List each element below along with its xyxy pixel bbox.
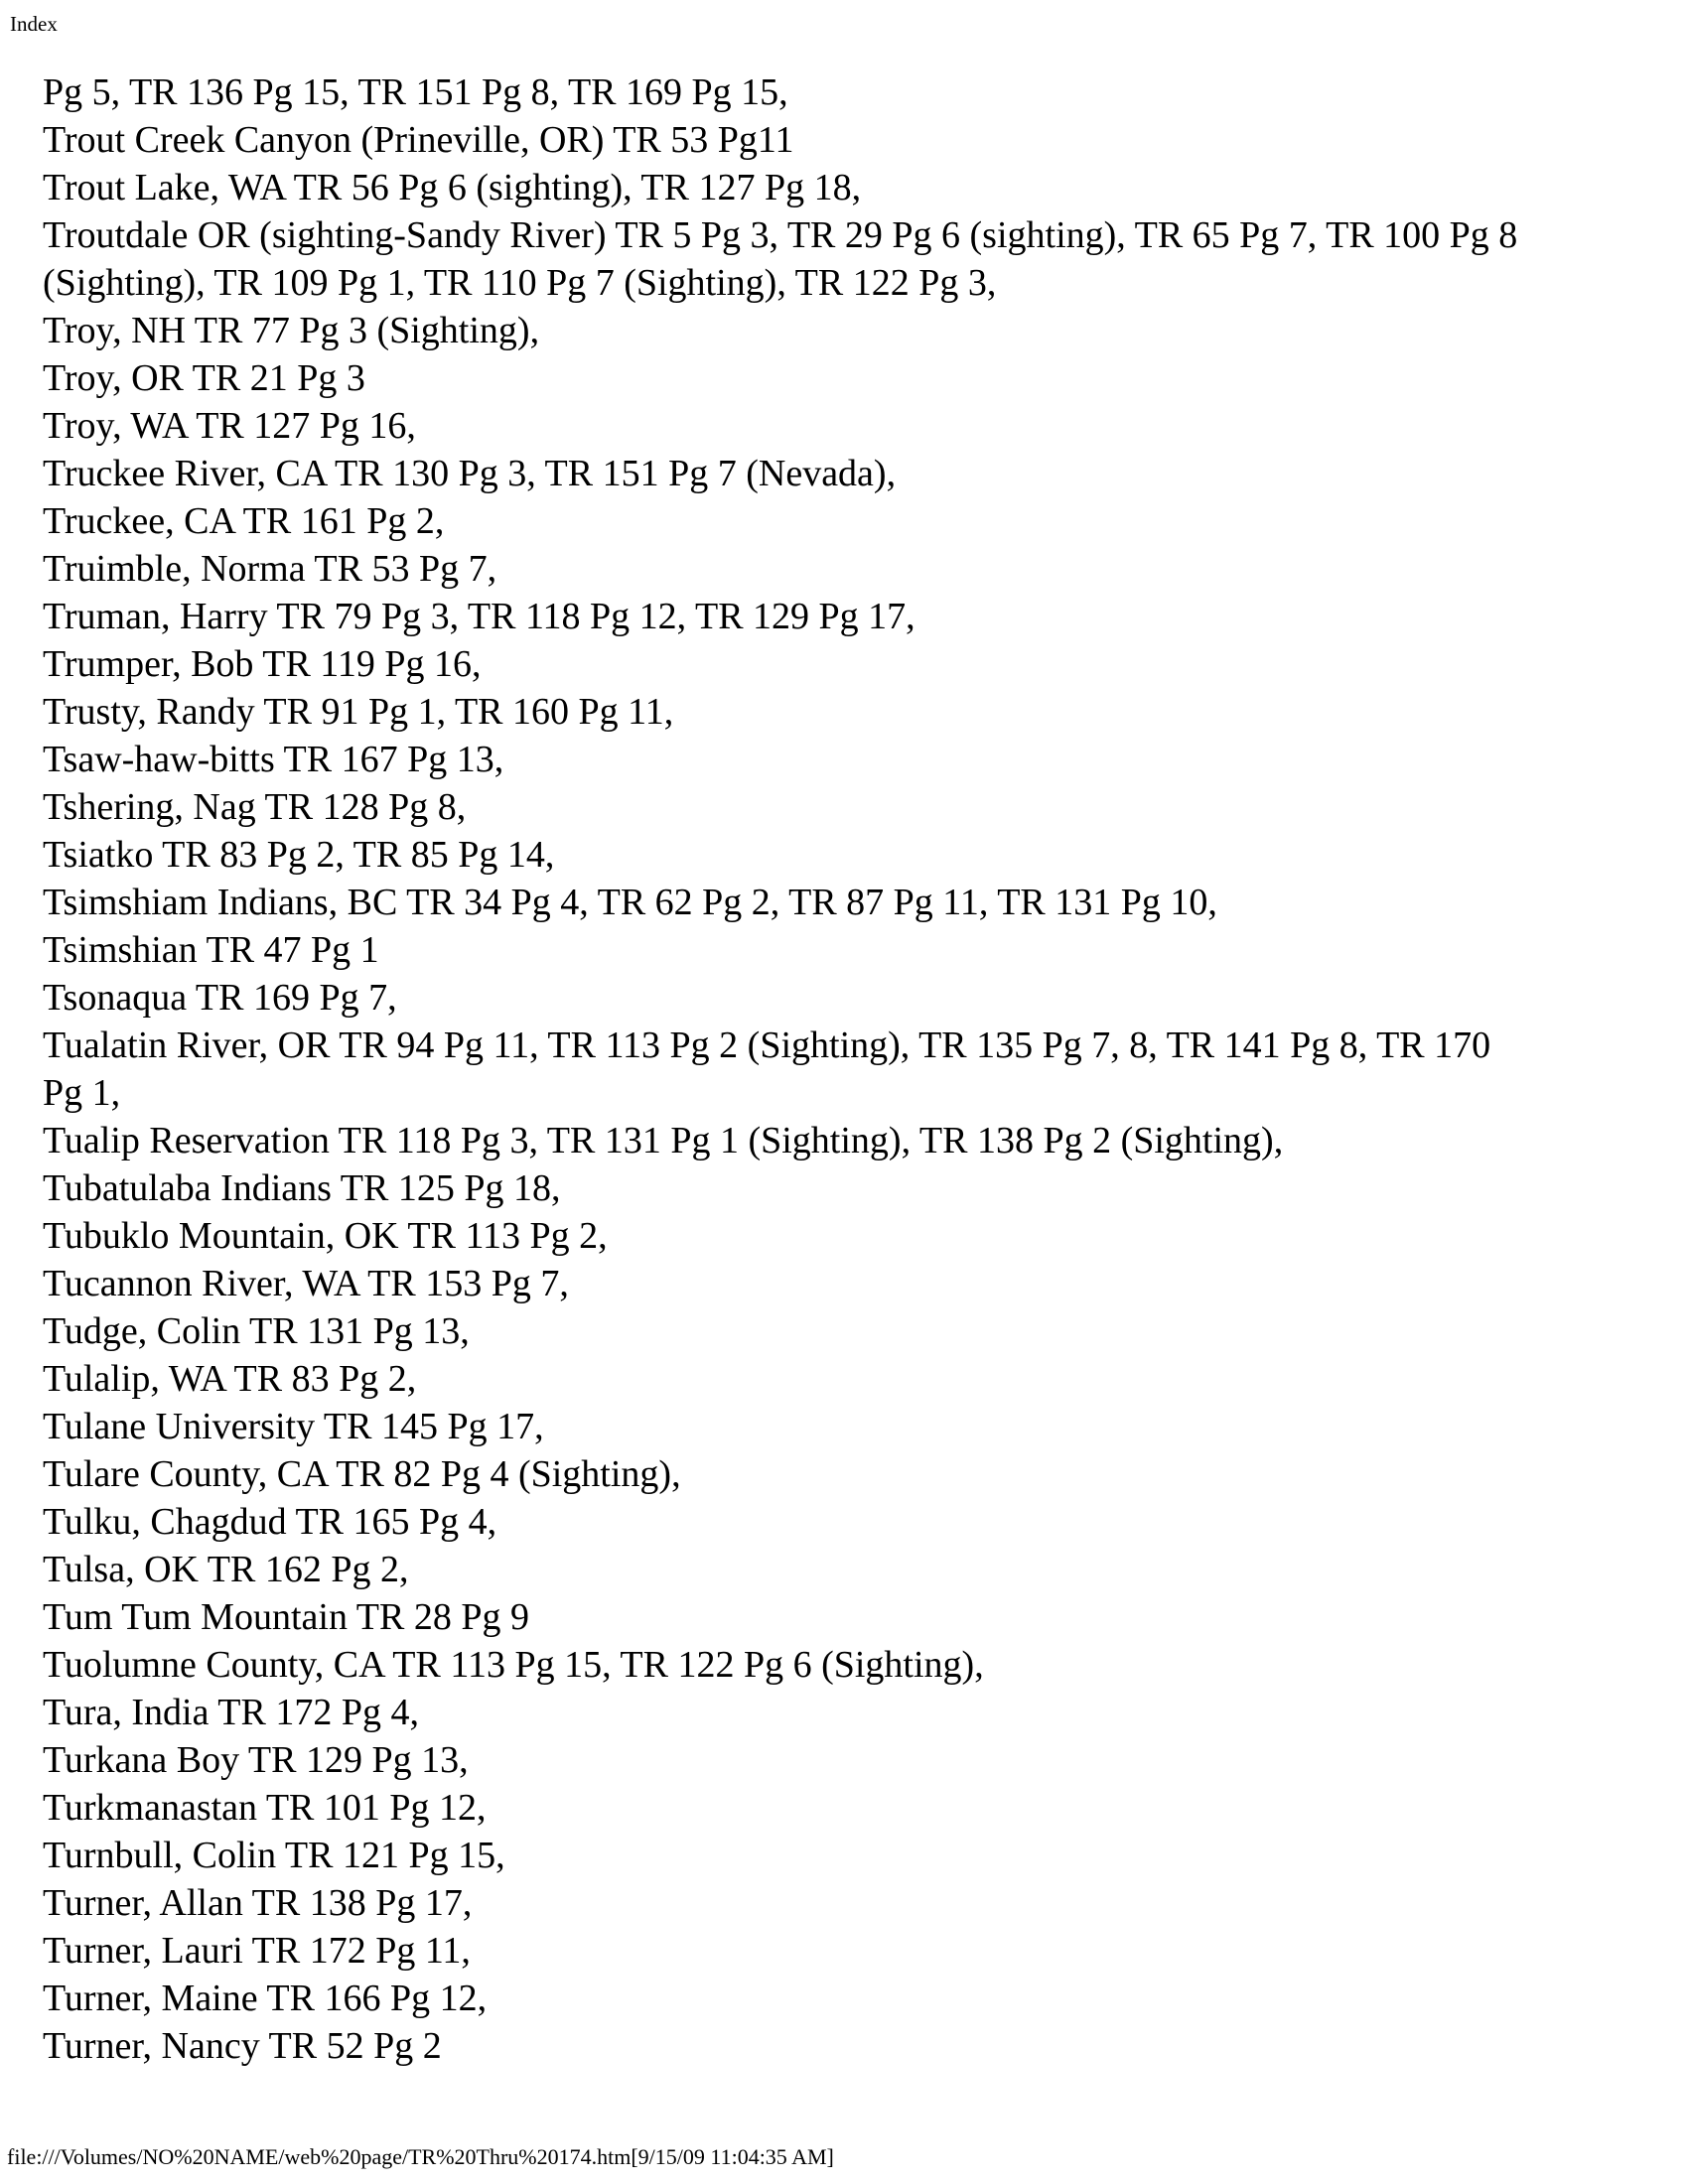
index-line: Trumper, Bob TR 119 Pg 16, [43,643,482,685]
index-line: Tualip Reservation TR 118 Pg 3, TR 131 Pg 1 (Sighting), TR 138 Pg 2 (Sighting), [43,1120,1284,1161]
index-line: Pg 1, [43,1072,121,1114]
index-line: Turner, Lauri TR 172 Pg 11, [43,1930,471,1972]
index-line: Tudge, Colin TR 131 Pg 13, [43,1310,470,1352]
index-line: Tualatin River, OR TR 94 Pg 11, TR 113 Pg 2 (Sighting), TR 135 Pg 7, 8, TR 141 Pg 8, TR 170 [43,1024,1491,1066]
index-line: Turner, Nancy TR 52 Pg 2 [43,2025,442,2067]
index-line: Truckee River, CA TR 130 Pg 3, TR 151 Pg 7 (Nevada), [43,453,897,494]
index-line: Tulane University TR 145 Pg 17, [43,1406,544,1447]
index-line: Pg 5, TR 136 Pg 15, TR 151 Pg 8, TR 169 Pg 15, [43,71,788,113]
index-line: Tulare County, CA TR 82 Pg 4 (Sighting), [43,1453,681,1495]
file-path-status: file:///Volumes/NO%20NAME/web%20page/TR%20Thru%20174.htm[9/15/09 11:04:35 AM] [7,2144,834,2169]
index-line: Turner, Allan TR 138 Pg 17, [43,1882,473,1924]
index-line: Tsimshian TR 47 Pg 1 [43,929,379,971]
index-line: Troutdale OR (sighting-Sandy River) TR 5 Pg 3, TR 29 Pg 6 (sighting), TR 65 Pg 7, TR 100 Pg 8 [43,214,1518,256]
index-line: Tubatulaba Indians TR 125 Pg 18, [43,1167,561,1209]
index-line: Truckee, CA TR 161 Pg 2, [43,500,445,542]
index-line: Turnbull, Colin TR 121 Pg 15, [43,1835,505,1876]
index-line: Tuolumne County, CA TR 113 Pg 15, TR 122 Pg 6 (Sighting), [43,1644,984,1686]
index-line: Tshering, Nag TR 128 Pg 8, [43,786,467,828]
index-line: Tsiatko TR 83 Pg 2, TR 85 Pg 14, [43,834,555,876]
index-entry-list [43,68,1668,2070]
index-line: Troy, NH TR 77 Pg 3 (Sighting), [43,310,540,351]
index-line: Turkana Boy TR 129 Pg 13, [43,1739,469,1781]
index-line: Trout Creek Canyon (Prineville, OR) TR 53 Pg11 [43,119,794,161]
index-line: Troy, WA TR 127 Pg 16, [43,405,416,447]
index-line: Turkmanastan TR 101 Pg 12, [43,1787,487,1829]
index-line: Truimble, Norma TR 53 Pg 7, [43,548,497,590]
index-line: Tubuklo Mountain, OK TR 113 Pg 2, [43,1215,608,1257]
index-line: Tsaw-haw-bitts TR 167 Pg 13, [43,739,504,780]
index-line: Truman, Harry TR 79 Pg 3, TR 118 Pg 12, TR 129 Pg 17, [43,596,915,637]
index-line: Tsimshiam Indians, BC TR 34 Pg 4, TR 62 Pg 2, TR 87 Pg 11, TR 131 Pg 10, [43,882,1217,923]
index-line: Tura, India TR 172 Pg 4, [43,1692,419,1733]
index-line: Troy, OR TR 21 Pg 3 [43,357,365,399]
index-line: Tulku, Chagdud TR 165 Pg 4, [43,1501,497,1543]
index-line: Tucannon River, WA TR 153 Pg 7, [43,1263,569,1304]
index-line: Trout Lake, WA TR 56 Pg 6 (sighting), TR 127 Pg 18, [43,167,862,208]
index-line: Turner, Maine TR 166 Pg 12, [43,1978,488,2019]
index-line: Tum Tum Mountain TR 28 Pg 9 [43,1596,529,1638]
page-title: Index [10,12,58,36]
index-line: Tulalip, WA TR 83 Pg 2, [43,1358,417,1400]
index-line: Tsonaqua TR 169 Pg 7, [43,977,397,1019]
index-line: Trusty, Randy TR 91 Pg 1, TR 160 Pg 11, [43,691,674,733]
index-line: (Sighting), TR 109 Pg 1, TR 110 Pg 7 (Sighting), TR 122 Pg 3, [43,262,997,304]
index-line: Tulsa, OK TR 162 Pg 2, [43,1549,409,1590]
